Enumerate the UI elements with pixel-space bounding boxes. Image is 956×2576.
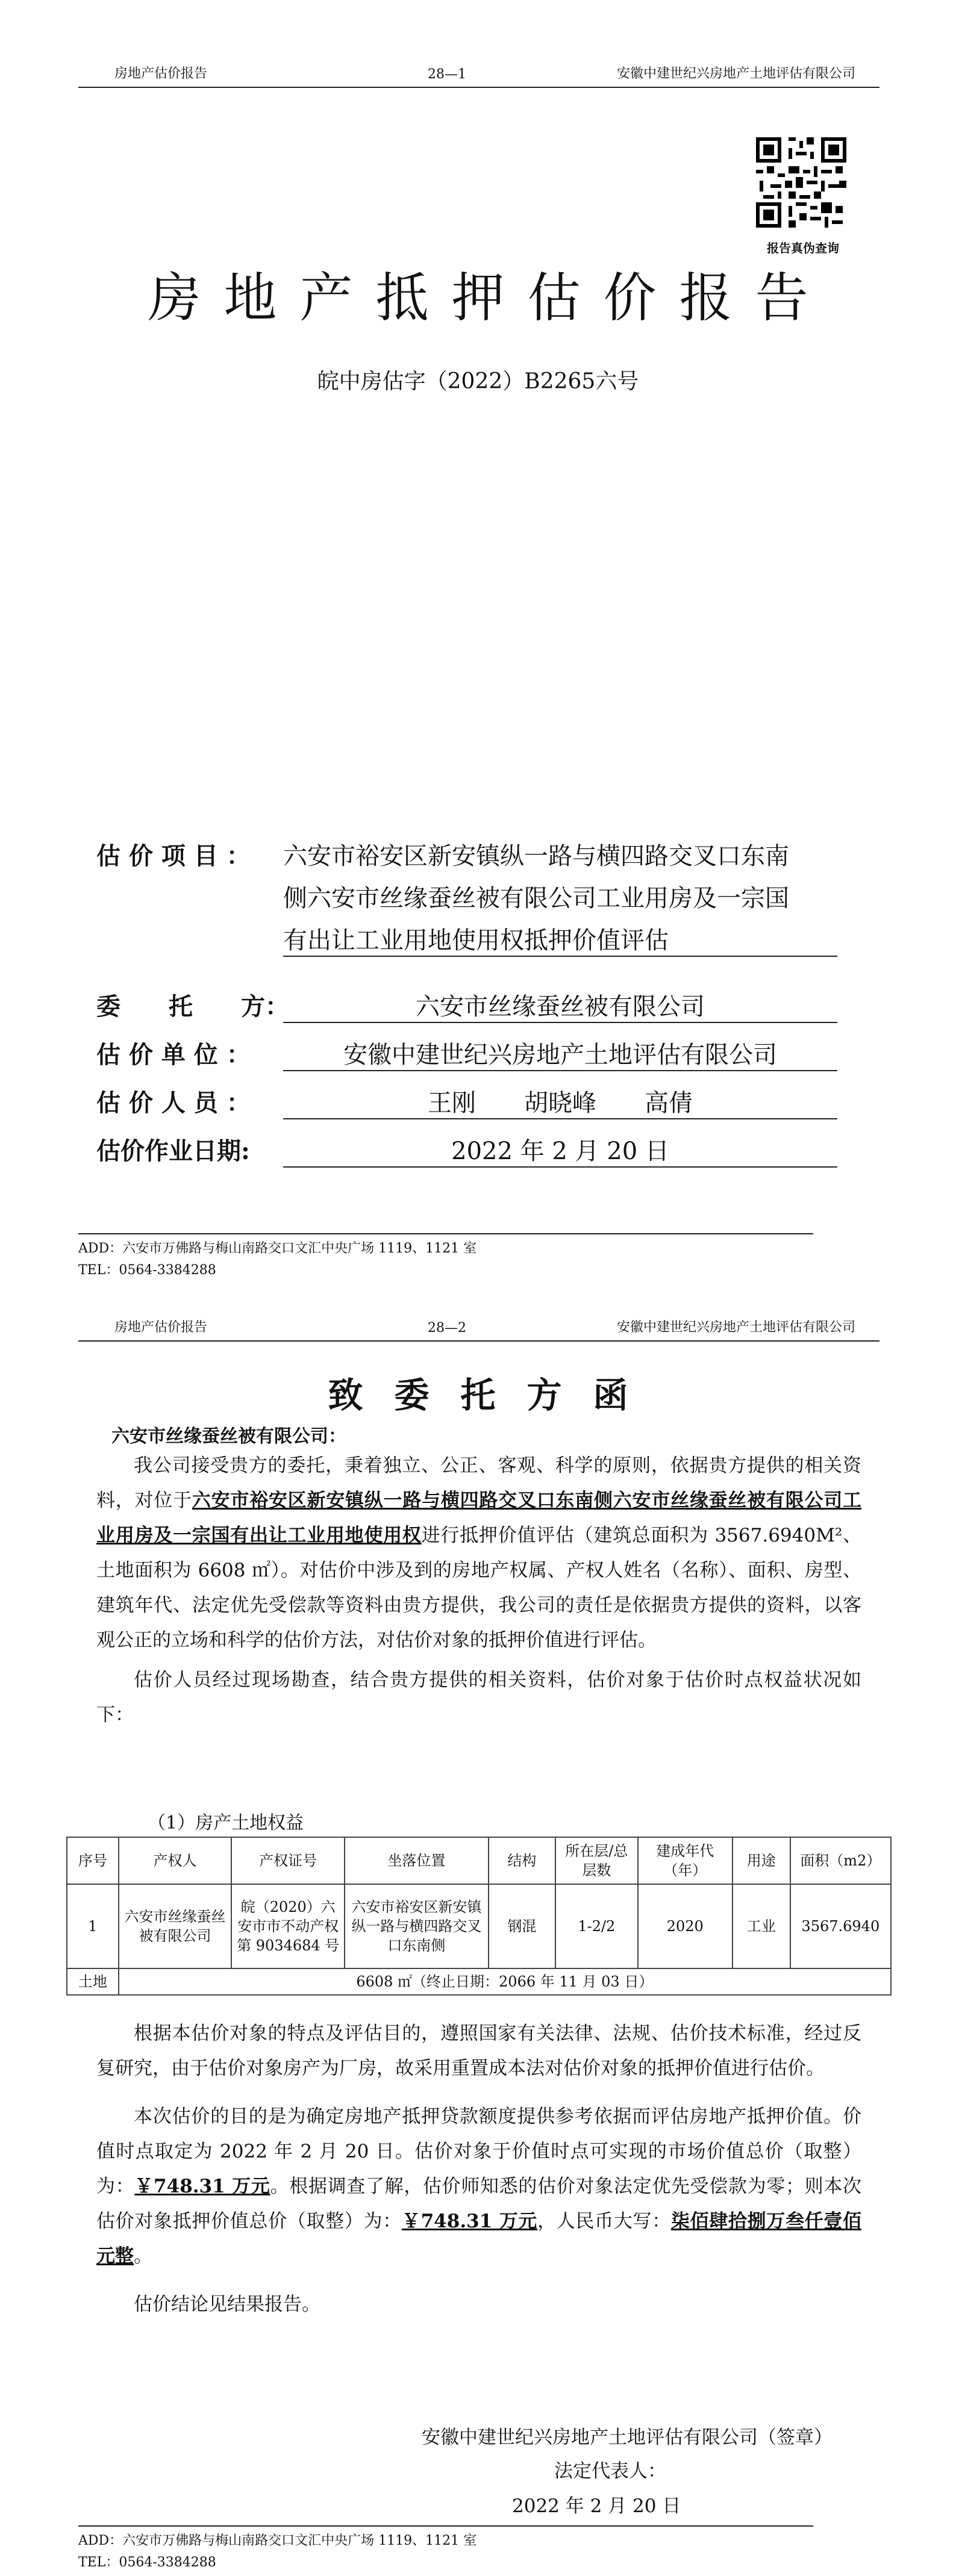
p4-text-b: 。根据调查了解，估价师知悉的估价对象法定优先受偿款为零；则本次估价对象抵押价值总价（取整）为： (96, 2176, 862, 2232)
th-no: 序号 (67, 1837, 119, 1884)
property-table (66, 1837, 892, 1996)
mortgage-value: ￥748.31 万元 (401, 2210, 538, 2232)
p1-text-c: 进行抵押价值评估（建筑总面积为 3567.6940M²、土地面积为 6608 ㎡）。对估价中涉及到的房地产权属、产权人姓名（名称）、面积、房型、建筑年代、法定优先受偿款等资料由贵方提供，我公司的责任是依据贵方提供的资料，以客观公正的立场和科学的估价方法，对估价对象的抵押价值进行评估。 (96, 1525, 861, 1651)
page-header (78, 1313, 879, 1342)
value-in-words: 柒佰肆拾捌万叁仟壹佰元整 (96, 2210, 862, 2267)
date-label: 估价作业日期: (96, 1137, 250, 1165)
project-line-1: 六安市裕安区新安镇纵一路与横四路交叉口东南 (283, 842, 789, 870)
footer-tel: TEL：0564-3384288 (78, 2555, 216, 2570)
qr-code-icon[interactable] (756, 137, 846, 228)
th-year: 建成年代（年） (638, 1837, 733, 1884)
header-left: 房地产估价报告 (114, 1320, 208, 1335)
th-owner: 产权人 (119, 1837, 232, 1884)
header-left: 房地产估价报告 (114, 66, 208, 81)
paragraph-1 (96, 1448, 861, 1658)
paragraph-3: 根据本估价对象的特点及评估目的，遵照国家有关法律、法规、估价技术标准，经过反复研究，由于估价对象房产为厂房，故采用重置成本法对估价对象的抵押价值进行估价。 (96, 2023, 861, 2079)
page-footer (78, 2525, 813, 2574)
td-area: 3567.6940 (790, 1884, 891, 1968)
staff-value: 王刚 胡晓峰 高倩 (283, 1084, 837, 1119)
p4-text-c: ，人民币大写： (537, 2210, 671, 2232)
project-line-2: 侧六安市丝缘蚕丝被有限公司工业用房及一宗国 (283, 885, 789, 912)
staff-row (96, 1084, 855, 1120)
td-use: 工业 (733, 1884, 790, 1968)
footer-address: ADD：六安市万佛路与梅山南路交口文汇中央广场 1119、1121 室 (78, 2533, 477, 2548)
table-caption: （1）房产土地权益 (148, 1812, 304, 1834)
th-use: 用途 (733, 1837, 790, 1884)
client-value: 六安市丝缘蚕丝被有限公司 (283, 988, 837, 1023)
p1-property: 六安市裕安区新安镇纵一路与横四路交叉口东南侧六安市丝缘蚕丝被有限公司工业用房及一宗国有出让工业用地使用权 (96, 1490, 862, 1546)
paragraph-4 (96, 2099, 861, 2274)
project-line-3: 有出让工业用地使用权抵押价值评估 (283, 921, 837, 957)
td-land-label: 土地 (67, 1968, 119, 1995)
td-floors: 1-2/2 (555, 1884, 638, 1968)
date-row (96, 1132, 855, 1168)
project-row (96, 837, 855, 954)
header-page-number: 28—2 (428, 1321, 466, 1336)
letter-body-bottom (96, 2016, 861, 2322)
td-owner: 六安市丝缘蚕丝被有限公司 (119, 1884, 232, 1968)
letter-body-top (96, 1448, 861, 1732)
td-cert: 皖（2020）六安市市不动产权第 9034684 号 (231, 1884, 345, 1968)
paragraph-5: 估价结论见结果报告。 (134, 2294, 320, 2315)
th-cert: 产权证号 (231, 1837, 345, 1884)
letter-addressee: 六安市丝缘蚕丝被有限公司： (111, 1426, 346, 1447)
header-company: 安徽中建世纪兴房地产土地评估有限公司 (616, 1320, 855, 1335)
footer-address: ADD：六安市万佛路与梅山南路交口文汇中央广场 1119、1121 室 (78, 1241, 477, 1256)
header-page-number: 28—1 (428, 67, 466, 82)
td-no: 1 (67, 1884, 119, 1968)
staff-label: 估 价 人 员 ： (96, 1089, 251, 1117)
th-floors: 所在层/总层数 (555, 1837, 638, 1884)
signature-representative: 法定代表人： (554, 2460, 666, 2482)
page-footer (78, 1233, 813, 1281)
table-land-row (67, 1968, 891, 1995)
report-title: 房地产抵押估价报告 (148, 267, 831, 329)
td-land-value: 6608 ㎡（终止日期：2066 年 11 月 03 日） (119, 1968, 891, 1995)
report-number: 皖中房估字（2022）B2265六号 (317, 369, 639, 394)
td-location: 六安市裕安区新安镇纵一路与横四路交叉口东南侧 (345, 1884, 489, 1968)
p4-text-a: 本次估价的目的是为确定房地产抵押贷款额度提供参考依据而评估房地产抵押价值。价值时点取定为 2022 年 2 月 20 日。估价对象于价值时点可实现的市场价值总价（取整）为： (96, 2106, 861, 2197)
th-structure: 结构 (489, 1837, 555, 1884)
header-company: 安徽中建世纪兴房地产土地评估有限公司 (616, 66, 855, 81)
signature-date: 2022 年 2 月 20 日 (512, 2495, 681, 2517)
date-value: 2022 年 2 月 20 日 (283, 1132, 837, 1168)
market-value: ￥748.31 万元 (134, 2176, 270, 2197)
table-row (67, 1884, 891, 1968)
paragraph-2: 估价人员经过现场勘查，结合贵方提供的相关资料，估价对象于估价时点权益状况如下： (96, 1669, 861, 1726)
appraiser-label: 估 价 单 位 ： (96, 1041, 251, 1069)
letter-title: 致委托方函 (328, 1375, 660, 1416)
appraiser-value: 安徽中建世纪兴房地产土地评估有限公司 (283, 1036, 837, 1071)
client-row (96, 988, 855, 1024)
client-label: 委 托 方： (96, 992, 289, 1021)
letter-page (0, 1313, 956, 2576)
td-structure: 钢混 (489, 1884, 555, 1968)
footer-tel: TEL：0564-3384288 (78, 1263, 216, 1278)
th-location: 坐落位置 (345, 1837, 489, 1884)
th-area: 面积（m2） (790, 1837, 891, 1884)
page-header (78, 59, 879, 88)
signature-company: 安徽中建世纪兴房地产土地评估有限公司（签章） (422, 2427, 833, 2448)
p4-text-d: 。 (134, 2245, 152, 2267)
appraiser-row (96, 1036, 855, 1072)
project-label: 估 价 项 目 ： (96, 842, 251, 870)
qr-caption: 报告真伪查询 (767, 241, 839, 255)
p1-text-a: 我公司接受贵方的委托，秉着独立、公正、客观、科学的原则，依据贵方提供的相关资料，对位于 (96, 1455, 861, 1511)
table-header-row (67, 1837, 891, 1884)
td-year: 2020 (638, 1884, 733, 1968)
